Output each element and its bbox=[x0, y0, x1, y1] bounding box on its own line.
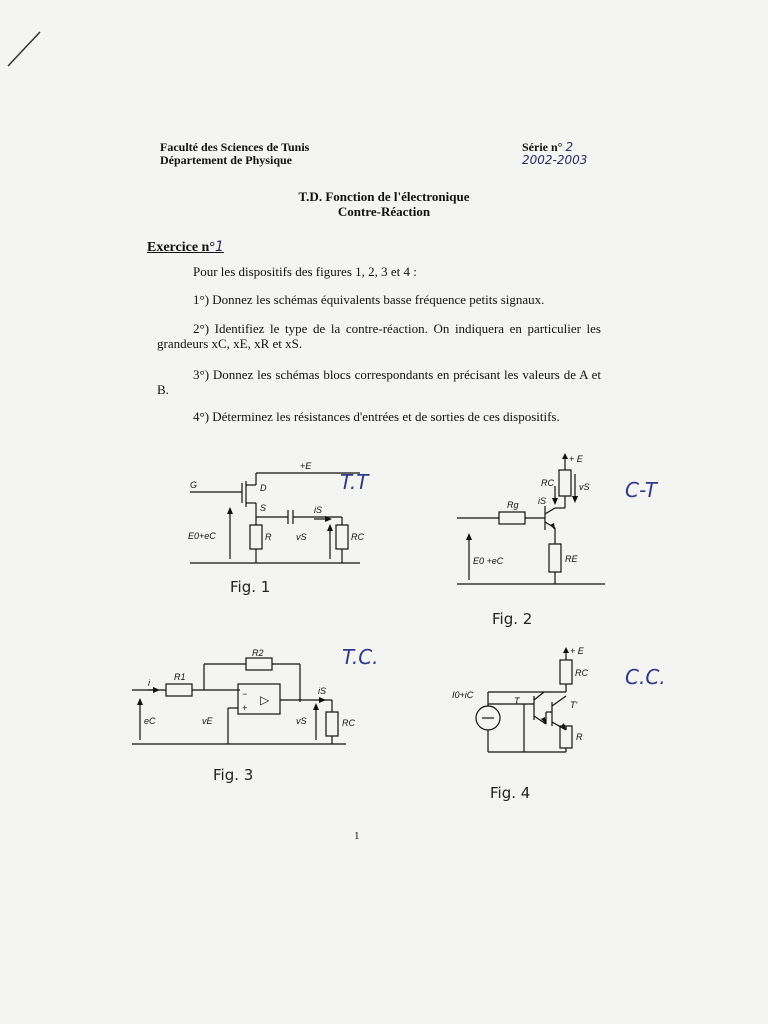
fig1-label-input: E0+eC bbox=[188, 531, 216, 541]
fig2-label-re: RE bbox=[565, 554, 578, 564]
fig1-caption: Fig. 1 bbox=[230, 578, 271, 596]
institution-header bbox=[160, 141, 309, 167]
fig3-label-plus: + bbox=[242, 703, 248, 713]
fig4-caption: Fig. 4 bbox=[490, 784, 531, 802]
fig1-label-supply: +E bbox=[300, 461, 312, 471]
fig1-label-gate: G bbox=[190, 480, 198, 490]
exercise-label: Exercice n° bbox=[147, 240, 215, 255]
academic-year: 2002-2003 bbox=[522, 153, 588, 167]
fig4-label-source: I0+iC bbox=[452, 690, 474, 700]
fig1-label-rc: RC bbox=[351, 532, 364, 542]
department-name: Département de Physique bbox=[160, 153, 292, 167]
fig2-label-rc: RC bbox=[541, 478, 554, 488]
figure-4-circuit bbox=[448, 640, 598, 770]
question-2: 2°) Identifiez le type de la contre-réaction. On indiquera en particulier les grandeurs xC, xE, xR et xS. bbox=[157, 321, 601, 351]
page-number: 1 bbox=[354, 830, 360, 842]
fig3-label-minus: − bbox=[242, 689, 248, 699]
question-3: 3°) Donnez les schémas blocs correspondants en précisant les valeurs de A et B. bbox=[157, 367, 601, 397]
fig1-handnote: T.T bbox=[340, 470, 369, 494]
fig1-label-is: iS bbox=[314, 505, 323, 515]
page-title bbox=[0, 189, 768, 219]
title-line-2: Contre-Réaction bbox=[337, 204, 431, 219]
figure-2-circuit bbox=[455, 448, 615, 598]
fig2-label-supply: + E bbox=[569, 454, 583, 464]
fig2-caption: Fig. 2 bbox=[492, 610, 533, 628]
question-1: 1°) Donnez les schémas équivalents basse fréquence petits signaux. bbox=[193, 292, 545, 307]
fig3-label-vs: vS bbox=[296, 716, 307, 726]
exercise-heading bbox=[147, 239, 224, 256]
fig3-handnote: T.C. bbox=[342, 645, 379, 669]
fig2-label-is: iS bbox=[538, 496, 547, 506]
exercise-intro: Pour les dispositifs des figures 1, 2, 3 et 4 : bbox=[193, 264, 417, 279]
fig1-label-drain: D bbox=[260, 483, 267, 493]
fig3-opamp-symbol: ▷ bbox=[260, 693, 270, 707]
fig4-label-r: R bbox=[576, 732, 583, 742]
fig3-label-r2: R2 bbox=[252, 648, 264, 658]
fig2-handnote: C-T bbox=[625, 478, 657, 502]
serie-number: 2 bbox=[565, 140, 574, 154]
fig1-label-r: R bbox=[265, 532, 272, 542]
fig2-label-input: E0 +eC bbox=[473, 556, 504, 566]
pen-mark bbox=[0, 0, 60, 80]
fig3-label-ec: eC bbox=[144, 716, 156, 726]
fig4-label-t: T bbox=[514, 696, 520, 706]
fig3-label-rc: RC bbox=[342, 718, 355, 728]
fig2-label-vs: vS bbox=[579, 482, 590, 492]
title-line-1: T.D. Fonction de l'électronique bbox=[298, 189, 470, 204]
fig1-label-source: S bbox=[260, 503, 267, 513]
fig3-label-i: i bbox=[148, 678, 150, 688]
fig3-label-ve: vE bbox=[202, 716, 213, 726]
question-4: 4°) Déterminez les résistances d'entrées et de sorties de ces dispositifs. bbox=[193, 409, 560, 424]
fig4-label-supply: + E bbox=[570, 646, 584, 656]
exercise-number: 1 bbox=[214, 239, 224, 255]
serie-header bbox=[522, 141, 587, 167]
fig3-caption: Fig. 3 bbox=[213, 766, 254, 784]
faculty-name: Faculté des Sciences de Tunis bbox=[160, 140, 310, 154]
serie-label: Série n° bbox=[522, 140, 563, 154]
fig3-label-r1: R1 bbox=[174, 672, 186, 682]
fig1-label-vs: vS bbox=[296, 532, 307, 542]
figure-3-circuit bbox=[130, 640, 360, 755]
fig2-label-rg: Rg bbox=[507, 500, 519, 510]
fig3-label-is: iS bbox=[318, 686, 327, 696]
fig4-label-rc: RC bbox=[575, 668, 588, 678]
fig4-handnote: C.C. bbox=[625, 665, 666, 689]
fig4-label-tprime: T' bbox=[570, 700, 578, 710]
